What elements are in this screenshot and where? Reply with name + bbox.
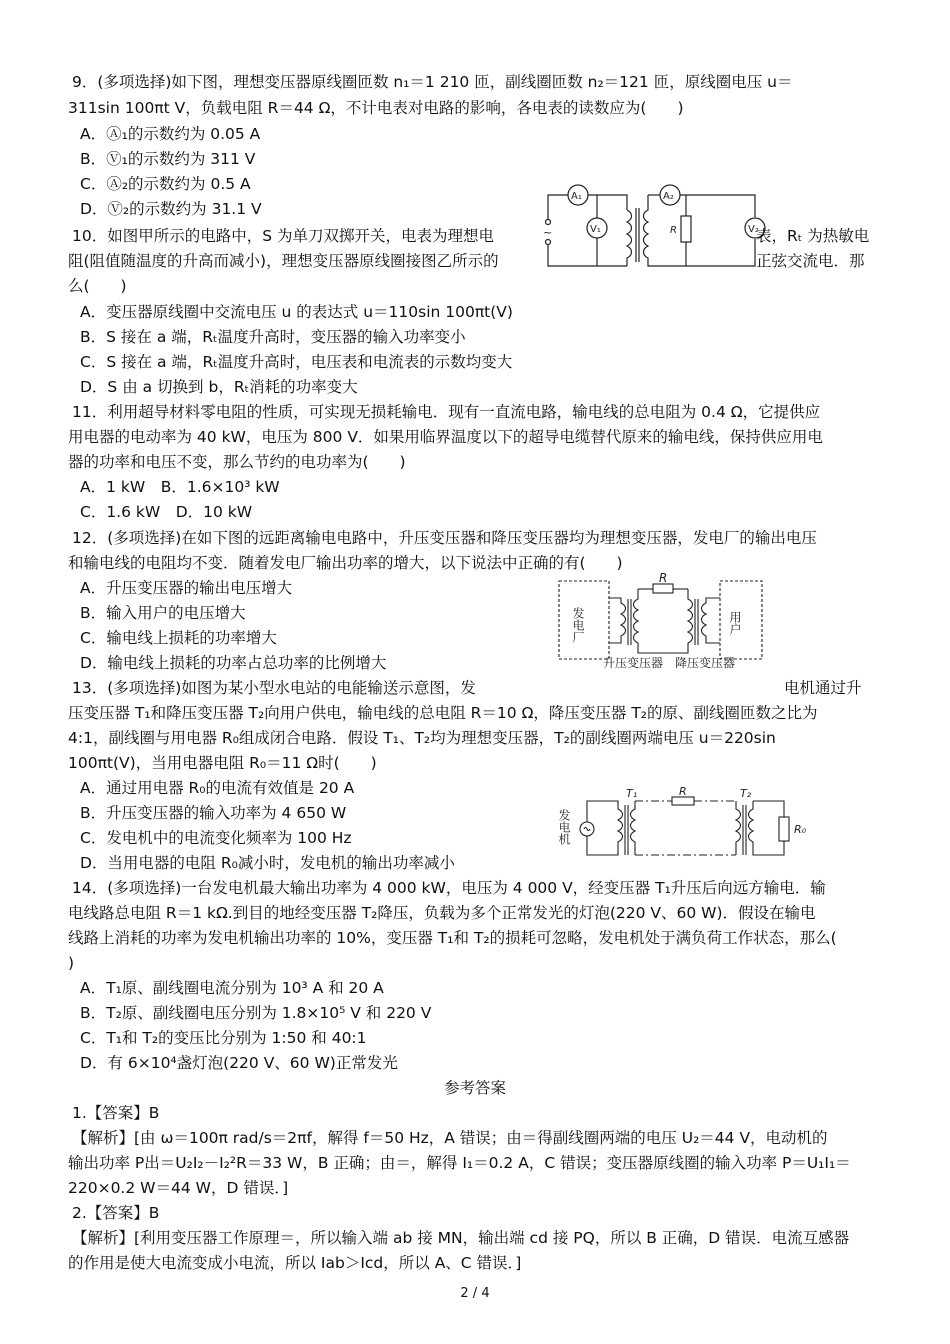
answers-title: 参考答案 xyxy=(443,1079,506,1097)
answer-2-explanation-line1: 【解析】[利用变压器工作原理＝，所以输入端 ab 接 MN，输出端 cd 接 PQ，所以 B 正确，D 错误．电流互感器 xyxy=(72,1229,850,1247)
q9-option-b: B．Ⓥ₁的示数约为 311 V xyxy=(80,150,256,168)
q12-option-b: B．输入用户的电压增大 xyxy=(80,604,246,622)
page-number: 2 / 4 xyxy=(460,1286,490,1301)
q11-line2: 用电器的电动率为 40 kW，电压为 800 V．如果用临界温度以下的超导电缆替代原来的输电线，保持供应用电 xyxy=(68,428,823,446)
q11-line3: 器的功率和电压不变，那么节约的电功率为( ) xyxy=(68,453,406,471)
q11-options-ab: A．1 kW B．1.6×10³ kW xyxy=(80,478,280,496)
q12-transmission-diagram xyxy=(555,573,795,681)
q14-option-b: B．T₂原、副线圈电压分别为 1.8×10⁵ V 和 220 V xyxy=(80,1004,432,1022)
q14-option-d: D．有 6×10⁴盏灯泡(220 V、60 W)正常发光 xyxy=(80,1054,398,1072)
user-label: 用户 xyxy=(728,611,742,635)
q9-option-d: D．Ⓥ₂的示数约为 31.1 V xyxy=(80,200,262,218)
ac-source-symbol: ~ xyxy=(543,226,553,239)
q13-line4: 100πt(V)，当用电器电阻 R₀＝11 Ω时( ) xyxy=(68,754,377,772)
q12-option-d: D．输电线上损耗的功率占总功率的比例增大 xyxy=(80,654,387,672)
answer-2: 2.【答案】B xyxy=(72,1204,160,1222)
answer-2-explanation-line2: 的作用是使大电流变成小电流，所以 Iab＞Icd，所以 A、C 错误．] xyxy=(68,1254,522,1272)
q10-line3: 么( ) xyxy=(68,277,127,295)
q9-option-c: C．Ⓐ₂的示数约为 0.5 A xyxy=(80,175,251,193)
ammeter-a2-label: A₂ xyxy=(663,191,674,202)
q13-option-c: C．发电机中的电流变化频率为 100 Hz xyxy=(80,829,352,847)
q12-line2: 和输电线的电阻均不变．随着发电厂输出功率的增大，以下说法中正确的有( ) xyxy=(68,554,623,572)
q10-option-d: D．S 由 a 切换到 b，Rₜ消耗的功率变大 xyxy=(80,378,358,396)
q10-line2-left: 阻(阻值随温度的升高而减小)，理想变压器原线圈接图乙所示的 xyxy=(68,252,499,270)
q14-line4: ) xyxy=(68,954,75,972)
load-r0-label: R₀ xyxy=(794,823,807,836)
q10-line1-right: 表，Rₜ 为热敏电 xyxy=(756,227,870,245)
step-down-transformer-label: 降压变压器 xyxy=(675,656,736,670)
q14-option-a: A．T₁原、副线圈电流分别为 10³ A 和 20 A xyxy=(80,979,384,997)
answer-1-explanation-line1: 【解析】[由 ω＝100π rad/s＝2πf，解得 f＝50 Hz，A 错误；由＝得副线圈两端的电压 U₂＝44 V，电动机的 xyxy=(72,1129,828,1147)
answer-1-explanation-line3: 220×0.2 W＝44 W，D 错误．] xyxy=(68,1179,289,1197)
q11-line1: 11．利用超导材料零电阻的性质，可实现无损耗输电．现有一直流电路，输电线的总电阻为 0.4 Ω，它提供应 xyxy=(72,403,821,421)
q12-option-c: C．输电线上损耗的功率增大 xyxy=(80,629,277,647)
q10-line2-right: 正弦交流电．那 xyxy=(756,252,865,270)
q13-line1-left: 13．(多项选择)如图为某小型水电站的电能输送示意图，发 xyxy=(72,679,476,697)
q9-line1: 9．(多项选择)如下图，理想变压器原线圈匝数 n₁＝1 210 匝，副线圈匝数 n₂＝121 匝，原线圈电压 u＝ xyxy=(72,73,793,91)
answer-1-explanation-line2: 输出功率 P出＝U₂I₂－I₂²R＝33 W，B 正确；由＝，解得 I₁＝0.2 A，C 错误；变压器原线圈的输入功率 P＝U₁I₁＝ xyxy=(68,1154,851,1172)
q9-line2: 311sin 100πt V，负载电阻 R＝44 Ω，不计电表对电路的影响，各电表的读数应为( ) xyxy=(68,99,684,117)
line-resistor-label: R xyxy=(659,571,668,585)
q12-line1: 12．(多项选择)在如下图的远距离输电电路中，升压变压器和降压变压器均为理想变压器，发电厂的输出电压 xyxy=(72,529,817,547)
q9-circuit-diagram xyxy=(540,178,770,273)
q14-line2: 电线路总电阻 R＝1 kΩ.到目的地经变压器 T₂降压，负载为多个正常发光的灯泡(220 V、60 W)．假设在输电 xyxy=(68,904,816,922)
voltmeter-v2-label: V₂ xyxy=(748,224,759,235)
q13-line3: 4:1，副线圈与用电器 R₀组成闭合电路．假设 T₁、T₂均为理想变压器，T₂的副线圈两端电压 u＝220sin xyxy=(68,729,776,747)
q10-option-c: C．S 接在 a 端，Rₜ温度升高时，电压表和电流表的示数均变大 xyxy=(80,353,513,371)
power-plant-label: 发电厂 xyxy=(571,607,585,643)
q14-line1: 14．(多项选择)一台发电机最大输出功率为 4 000 kW，电压为 4 000 V，经变压器 T₁升压后向远方输电．输 xyxy=(72,879,826,897)
q10-option-a: A．变压器原线圈中交流电压 u 的表达式 u＝110sin 100πt(V) xyxy=(80,303,513,321)
t2-label: T₂ xyxy=(740,787,752,800)
q13-option-a: A．通过用电器 R₀的电流有效值是 20 A xyxy=(80,779,355,797)
q14-line3: 线路上消耗的功率为发电机输出功率的 10%，变压器 T₁和 T₂的损耗可忽略，发电机处于满负荷工作状态，那么( xyxy=(68,929,837,947)
q14-option-c: C．T₁和 T₂的变压比分别为 1:50 和 40:1 xyxy=(80,1029,367,1047)
answer-1: 1.【答案】B xyxy=(72,1104,160,1122)
q13-option-b: B．升压变压器的输入功率为 4 650 W xyxy=(80,804,347,822)
q9-option-a: A．Ⓐ₁的示数约为 0.05 A xyxy=(80,125,261,143)
q13-hydropower-diagram xyxy=(557,785,810,865)
ammeter-a1-label: A₁ xyxy=(571,191,582,202)
q10-line1-left: 10．如图甲所示的电路中，S 为单刀双掷开关，电表为理想电 xyxy=(72,227,494,245)
generator-label: 发电机 xyxy=(557,809,571,845)
resistor-r-label: R xyxy=(670,225,677,236)
voltmeter-v1-label: V₁ xyxy=(590,224,601,235)
q13-option-d: D．当用电器的电阻 R₀减小时，发电机的输出功率减小 xyxy=(80,854,455,872)
q13-line1-right: 电机通过升 xyxy=(784,679,862,697)
q11-options-cd: C．1.6 kW D．10 kW xyxy=(80,503,253,521)
t1-label: T₁ xyxy=(626,787,638,800)
q13-line2: 压变压器 T₁和降压变压器 T₂向用户供电，输电线的总电阻 R＝10 Ω，降压变压器 T₂的原、副线圈匝数之比为 xyxy=(68,704,818,722)
q10-option-b: B．S 接在 a 端，Rₜ温度升高时，变压器的输入功率变小 xyxy=(80,328,466,346)
line-resistor-label: R xyxy=(679,785,687,798)
step-up-transformer-label: 升压变压器 xyxy=(603,656,664,670)
q12-option-a: A．升压变压器的输出电压增大 xyxy=(80,579,293,597)
